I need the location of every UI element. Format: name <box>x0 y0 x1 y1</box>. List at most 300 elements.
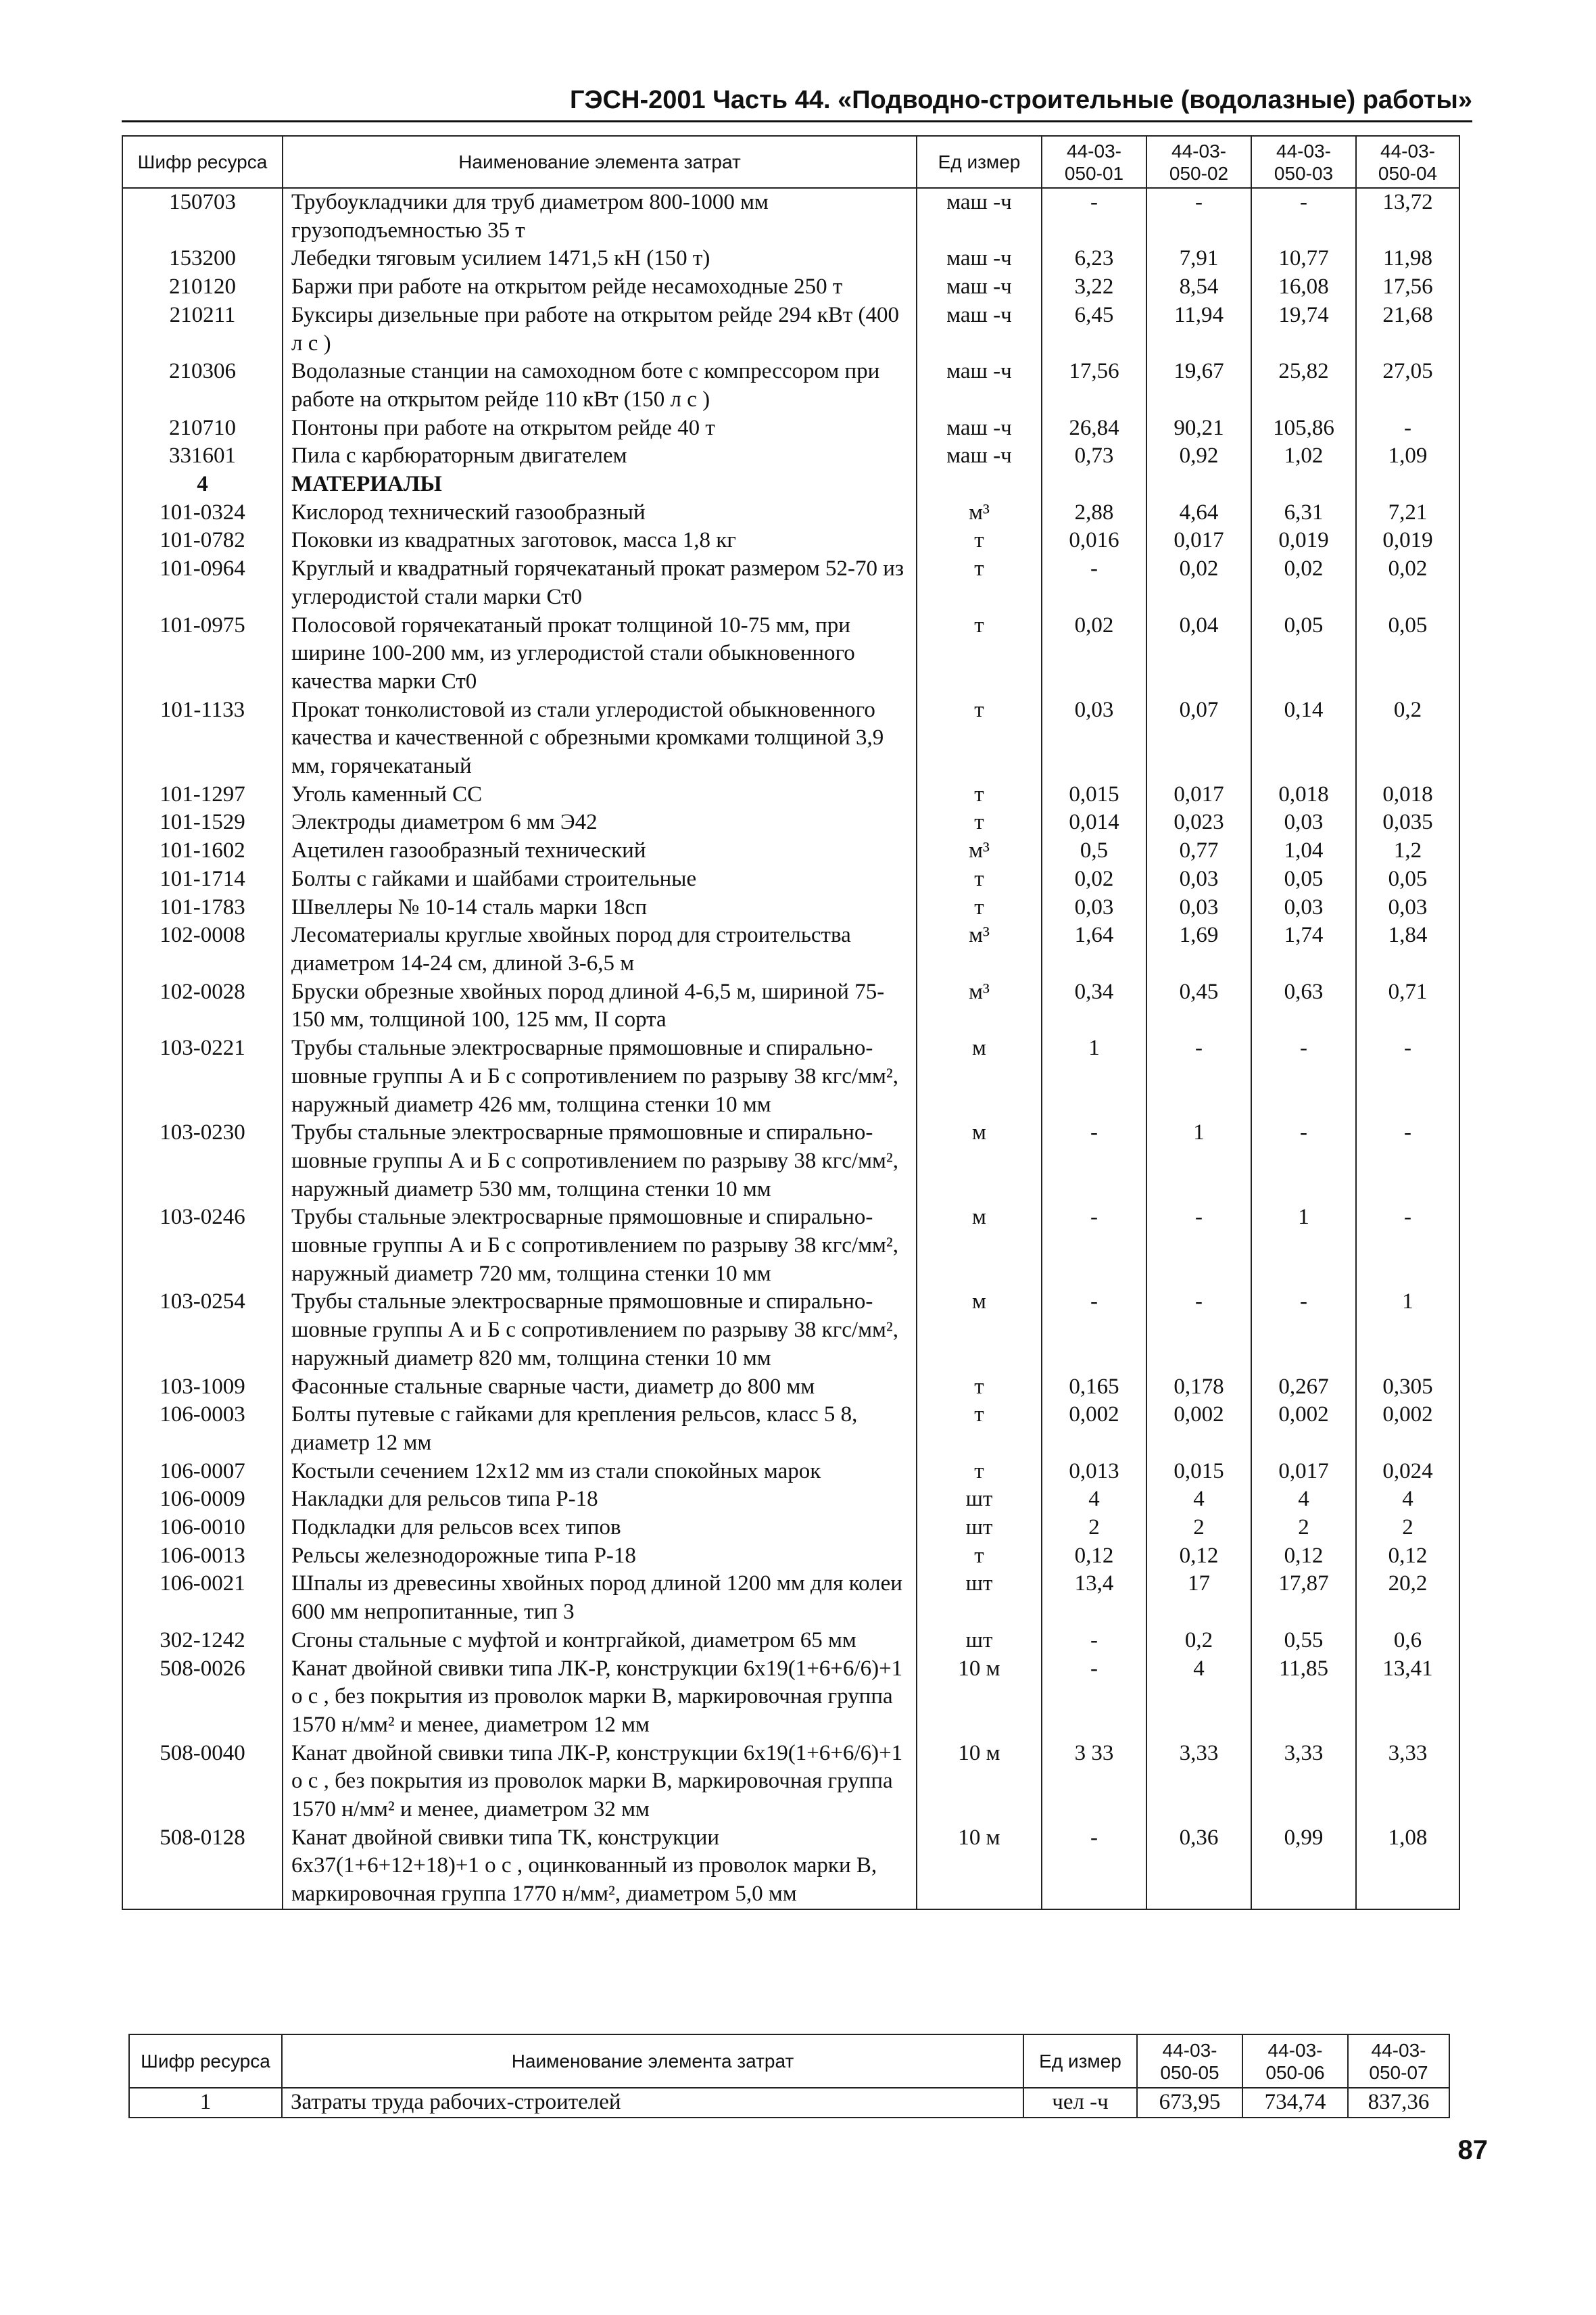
value-cell-v1: - <box>1042 1119 1146 1203</box>
unit-cell: м <box>917 1288 1042 1373</box>
value-cell-v1: 0,002 <box>1042 1401 1146 1457</box>
value-cell-v3: 0,05 <box>1251 612 1356 696</box>
unit-cell: м³ <box>917 499 1042 527</box>
value-cell-v4: 1,2 <box>1356 837 1459 865</box>
value-cell-v3: 0,002 <box>1251 1401 1356 1457</box>
value-cell-v3: 0,267 <box>1251 1373 1356 1402</box>
table-row <box>122 781 1459 809</box>
col-header-c4: 44-03-050-04 <box>1356 136 1459 188</box>
value-cell-v1: - <box>1042 1655 1146 1740</box>
value-cell-v4: 13,41 <box>1356 1655 1459 1740</box>
value-cell-v1: - <box>1042 555 1146 611</box>
unit-cell: м <box>917 1203 1042 1288</box>
col-header-unit: Ед измер <box>1023 2034 1137 2088</box>
table-row <box>122 1203 1459 1288</box>
value-cell-v3: - <box>1251 1034 1356 1119</box>
value-cell-v3: 11,85 <box>1251 1655 1356 1740</box>
value-cell-v3: 0,99 <box>1251 1824 1356 1909</box>
value-cell-v4: 0,002 <box>1356 1401 1459 1457</box>
value-cell-v3: 25,82 <box>1251 358 1356 414</box>
value-cell-v2: 0,04 <box>1146 612 1251 696</box>
resource-code-cell: 210710 <box>122 414 283 443</box>
resource-name-cell: Уголь каменный СС <box>283 781 917 809</box>
table-row <box>122 1034 1459 1119</box>
unit-cell: т <box>917 809 1042 837</box>
resource-name-cell: Рельсы железнодорожные типа Р-18 <box>283 1542 917 1571</box>
col-header-name: Наименование элемента затрат <box>283 136 917 188</box>
unit-cell: 10 м <box>917 1740 1042 1824</box>
value-cell-v4: 1,08 <box>1356 1824 1459 1909</box>
resource-code-cell: 103-0254 <box>122 1288 283 1373</box>
value-cell-v2: 0,12 <box>1146 1542 1251 1571</box>
value-cell-v2: 11,94 <box>1146 302 1251 358</box>
table-row <box>122 442 1459 471</box>
unit-cell: т <box>917 1542 1042 1571</box>
value-cell-v3: - <box>1251 1288 1356 1373</box>
resource-name-cell: Шпалы из древесины хвойных пород длиной 1200 мм для колеи 600 мм непропитанные, тип 3 <box>283 1570 917 1626</box>
value-cell-v2 <box>1146 471 1251 499</box>
unit-cell: т <box>917 1373 1042 1402</box>
resource-name-cell: Сгоны стальные с муфтой и контргайкой, диаметром 65 мм <box>283 1627 917 1655</box>
value-cell-v2: 0,017 <box>1146 781 1251 809</box>
table-row <box>122 555 1459 611</box>
resource-code-cell: 102-0028 <box>122 978 283 1034</box>
resource-code-cell: 103-0221 <box>122 1034 283 1119</box>
value-cell-v3: 19,74 <box>1251 302 1356 358</box>
unit-cell: маш -ч <box>917 245 1042 273</box>
table-row <box>122 1458 1459 1486</box>
value-cell-v3: 0,05 <box>1251 865 1356 894</box>
value-cell-v2: 1,69 <box>1146 922 1251 978</box>
value-cell-v4: 2 <box>1356 1514 1459 1542</box>
unit-cell: т <box>917 894 1042 922</box>
resource-code-cell: 153200 <box>122 245 283 273</box>
unit-cell: м <box>917 1119 1042 1203</box>
col-header-c2: 44-03-050-06 <box>1242 2034 1348 2088</box>
value-cell-v4: 1,84 <box>1356 922 1459 978</box>
value-cell-v2: 0,77 <box>1146 837 1251 865</box>
value-cell-v4: 0,05 <box>1356 612 1459 696</box>
resource-table-2 <box>128 2034 1450 2118</box>
value-cell-v4: - <box>1356 1203 1459 1288</box>
value-cell-v2: 0,45 <box>1146 978 1251 1034</box>
unit-cell: чел -ч <box>1023 2088 1137 2118</box>
resource-code-cell: 103-1009 <box>122 1373 283 1402</box>
table-body <box>122 188 1459 1909</box>
table-row <box>122 1288 1459 1373</box>
value-cell-v1: 1 <box>1042 1034 1146 1119</box>
resource-name-cell: Болты с гайками и шайбами строительные <box>283 865 917 894</box>
value-cell-v1: 0,12 <box>1042 1542 1146 1571</box>
table-row <box>122 865 1459 894</box>
table-row <box>122 302 1459 358</box>
table-row <box>122 499 1459 527</box>
resource-code-cell: 101-0975 <box>122 612 283 696</box>
value-cell-v4: 7,21 <box>1356 499 1459 527</box>
value-cell-v3: 0,018 <box>1251 781 1356 809</box>
table-row <box>122 1401 1459 1457</box>
resource-code-cell: 101-1133 <box>122 696 283 781</box>
table-row <box>122 1627 1459 1655</box>
resource-code-cell: 106-0013 <box>122 1542 283 1571</box>
value-cell-v1: - <box>1042 188 1146 245</box>
value-cell-v4: 13,72 <box>1356 188 1459 245</box>
resource-code-cell: 101-0964 <box>122 555 283 611</box>
unit-cell: м³ <box>917 837 1042 865</box>
table-row <box>122 1373 1459 1402</box>
resource-code-cell: 508-0040 <box>122 1740 283 1824</box>
value-cell-v2: 90,21 <box>1146 414 1251 443</box>
value-cell-v1: 0,016 <box>1042 527 1146 555</box>
value-cell-v4: 0,12 <box>1356 1542 1459 1571</box>
table-row <box>122 809 1459 837</box>
value-cell-v1: - <box>1042 1627 1146 1655</box>
table-body <box>129 2088 1449 2118</box>
unit-cell: т <box>917 1458 1042 1486</box>
resource-name-cell: Канат двойной свивки типа ТК, конструкции 6х37(1+6+12+18)+1 о с , оцинкованный из проволок марки В, маркировочная группа 1770 н/мм², диаметром 5,0 мм <box>283 1824 917 1909</box>
table-row <box>122 1655 1459 1740</box>
value-cell-v4: - <box>1356 1119 1459 1203</box>
value-cell-v4: 0,019 <box>1356 527 1459 555</box>
resource-name-cell: Лесоматериалы круглые хвойных пород для строительства диаметром 14-24 см, длиной 3-6,5 м <box>283 922 917 978</box>
resource-name-cell: Трубы стальные электросварные прямошовные и спирально-шовные группы А и Б с сопротивлением по разрыву 38 кгс/мм², наружный диаметр 530 мм, толщина стенки 10 мм <box>283 1119 917 1203</box>
table-row <box>122 273 1459 302</box>
value-cell-v2: 734,74 <box>1242 2088 1348 2118</box>
value-cell-v3: 0,14 <box>1251 696 1356 781</box>
resource-code-cell: 101-1297 <box>122 781 283 809</box>
table-row <box>122 1119 1459 1203</box>
value-cell-v2: 0,03 <box>1146 865 1251 894</box>
resource-name-cell: Затраты труда рабочих-строителей <box>282 2088 1023 2118</box>
value-cell-v3: 0,02 <box>1251 555 1356 611</box>
unit-cell: маш -ч <box>917 273 1042 302</box>
table-header-row <box>129 2034 1449 2088</box>
unit-cell: шт <box>917 1570 1042 1626</box>
table-row <box>122 1542 1459 1571</box>
resource-code-cell: 101-1783 <box>122 894 283 922</box>
table-row <box>122 837 1459 865</box>
value-cell-v3: 837,36 <box>1348 2088 1449 2118</box>
resource-code-cell: 508-0026 <box>122 1655 283 1740</box>
value-cell-v4: 0,2 <box>1356 696 1459 781</box>
unit-cell: м³ <box>917 922 1042 978</box>
value-cell-v3: - <box>1251 188 1356 245</box>
resource-name-cell: Ацетилен газообразный технический <box>283 837 917 865</box>
value-cell-v1: 0,013 <box>1042 1458 1146 1486</box>
resource-code-cell: 4 <box>122 471 283 499</box>
table-row <box>122 414 1459 443</box>
value-cell-v1: 673,95 <box>1137 2088 1242 2118</box>
value-cell-v1: 1,64 <box>1042 922 1146 978</box>
value-cell-v1: 0,02 <box>1042 865 1146 894</box>
resource-name-cell: Водолазные станции на самоходном боте с компрессором при работе на открытом рейде 110 кВт (150 л с ) <box>283 358 917 414</box>
resource-name-cell: Лебедки тяговым усилием 1471,5 кН (150 т) <box>283 245 917 273</box>
value-cell-v2: 8,54 <box>1146 273 1251 302</box>
resource-name-cell: Полосовой горячекатаный прокат толщиной 10-75 мм, при ширине 100-200 мм, из углеродистой стали обыкновенного качества марки Ст0 <box>283 612 917 696</box>
resource-code-cell: 210120 <box>122 273 283 302</box>
value-cell-v1: - <box>1042 1288 1146 1373</box>
value-cell-v4: 0,71 <box>1356 978 1459 1034</box>
table-row <box>122 1570 1459 1626</box>
value-cell-v3: - <box>1251 1119 1356 1203</box>
value-cell-v2: 7,91 <box>1146 245 1251 273</box>
value-cell-v2: 0,03 <box>1146 894 1251 922</box>
table-row <box>122 1740 1459 1824</box>
value-cell-v4: 1,09 <box>1356 442 1459 471</box>
resource-code-cell: 1 <box>129 2088 282 2118</box>
resource-name-cell: Трубы стальные электросварные прямошовные и спирально-шовные группы А и Б с сопротивлением по разрыву 38 кгс/мм², наружный диаметр 720 мм, толщина стенки 10 мм <box>283 1203 917 1288</box>
col-header-code: Шифр ресурса <box>129 2034 282 2088</box>
value-cell-v3: 1,02 <box>1251 442 1356 471</box>
value-cell-v4: 4 <box>1356 1485 1459 1514</box>
value-cell-v1: 0,5 <box>1042 837 1146 865</box>
table-row <box>122 358 1459 414</box>
unit-cell: т <box>917 696 1042 781</box>
value-cell-v1: 0,03 <box>1042 894 1146 922</box>
resource-name-cell: Фасонные стальные сварные части, диаметр до 800 мм <box>283 1373 917 1402</box>
table-row <box>122 696 1459 781</box>
value-cell-v3: 4 <box>1251 1485 1356 1514</box>
resource-name-cell: МАТЕРИАЛЫ <box>283 471 917 499</box>
resource-table-1 <box>122 135 1460 1910</box>
value-cell-v1: 17,56 <box>1042 358 1146 414</box>
resource-name-cell: Буксиры дизельные при работе на открытом рейде 294 кВт (400 л с ) <box>283 302 917 358</box>
table-row <box>129 2088 1449 2118</box>
table-header-row <box>122 136 1459 188</box>
value-cell-v3: 1 <box>1251 1203 1356 1288</box>
value-cell-v4: 0,024 <box>1356 1458 1459 1486</box>
resource-code-cell: 101-1602 <box>122 837 283 865</box>
resource-code-cell: 103-0230 <box>122 1119 283 1203</box>
value-cell-v1: 3 33 <box>1042 1740 1146 1824</box>
value-cell-v4: 0,305 <box>1356 1373 1459 1402</box>
resource-code-cell: 508-0128 <box>122 1824 283 1909</box>
value-cell-v1: 0,014 <box>1042 809 1146 837</box>
value-cell-v3: 0,03 <box>1251 894 1356 922</box>
resource-name-cell: Трубоукладчики для труб диаметром 800-1000 мм грузоподъемностью 35 т <box>283 188 917 245</box>
value-cell-v3: 0,12 <box>1251 1542 1356 1571</box>
unit-cell: м³ <box>917 978 1042 1034</box>
value-cell-v1: 3,22 <box>1042 273 1146 302</box>
value-cell-v4: 20,2 <box>1356 1570 1459 1626</box>
value-cell-v4: - <box>1356 414 1459 443</box>
resource-name-cell: Накладки для рельсов типа Р-18 <box>283 1485 917 1514</box>
value-cell-v4: - <box>1356 1034 1459 1119</box>
resource-code-cell: 102-0008 <box>122 922 283 978</box>
value-cell-v2: 19,67 <box>1146 358 1251 414</box>
col-header-name: Наименование элемента затрат <box>282 2034 1023 2088</box>
value-cell-v1: 0,02 <box>1042 612 1146 696</box>
value-cell-v2: 17 <box>1146 1570 1251 1626</box>
col-header-c3: 44-03-050-03 <box>1251 136 1356 188</box>
resource-code-cell: 101-1714 <box>122 865 283 894</box>
resource-name-cell: Кислород технический газообразный <box>283 499 917 527</box>
value-cell-v4: 27,05 <box>1356 358 1459 414</box>
resource-code-cell: 101-0782 <box>122 527 283 555</box>
value-cell-v3: 0,55 <box>1251 1627 1356 1655</box>
page-number: 87 <box>1457 2135 1488 2165</box>
value-cell-v1: 0,73 <box>1042 442 1146 471</box>
value-cell-v1: 26,84 <box>1042 414 1146 443</box>
value-cell-v1: 2 <box>1042 1514 1146 1542</box>
value-cell-v4: 0,05 <box>1356 865 1459 894</box>
resource-name-cell: Круглый и квадратный горячекатаный прокат размером 52-70 из углеродистой стали марки Ст0 <box>283 555 917 611</box>
value-cell-v3: 6,31 <box>1251 499 1356 527</box>
value-cell-v1: 2,88 <box>1042 499 1146 527</box>
value-cell-v3: 0,63 <box>1251 978 1356 1034</box>
value-cell-v2: 4 <box>1146 1655 1251 1740</box>
col-header-code: Шифр ресурса <box>122 136 283 188</box>
value-cell-v3: 2 <box>1251 1514 1356 1542</box>
table-row <box>122 894 1459 922</box>
value-cell-v2: 3,33 <box>1146 1740 1251 1824</box>
value-cell-v1: - <box>1042 1824 1146 1909</box>
value-cell-v2: 2 <box>1146 1514 1251 1542</box>
value-cell-v2: 0,2 <box>1146 1627 1251 1655</box>
resource-code-cell: 331601 <box>122 442 283 471</box>
value-cell-v1: 0,03 <box>1042 696 1146 781</box>
value-cell-v3: 0,03 <box>1251 809 1356 837</box>
value-cell-v2: - <box>1146 188 1251 245</box>
resource-code-cell: 210306 <box>122 358 283 414</box>
table-row <box>122 1824 1459 1909</box>
resource-code-cell: 302-1242 <box>122 1627 283 1655</box>
table-row <box>122 188 1459 245</box>
unit-cell <box>917 471 1042 499</box>
table-row <box>122 612 1459 696</box>
resource-code-cell: 210211 <box>122 302 283 358</box>
value-cell-v2: 0,178 <box>1146 1373 1251 1402</box>
resource-code-cell: 150703 <box>122 188 283 245</box>
resource-name-cell: Понтоны при работе на открытом рейде 40 т <box>283 414 917 443</box>
value-cell-v4: 17,56 <box>1356 273 1459 302</box>
unit-cell: т <box>917 555 1042 611</box>
value-cell-v1: 6,45 <box>1042 302 1146 358</box>
value-cell-v3: 1,04 <box>1251 837 1356 865</box>
value-cell-v2: 0,07 <box>1146 696 1251 781</box>
resource-name-cell: Болты путевые с гайками для крепления рельсов, класс 5 8, диаметр 12 мм <box>283 1401 917 1457</box>
resource-name-cell: Трубы стальные электросварные прямошовные и спирально-шовные группы А и Б с сопротивлением по разрыву 38 кгс/мм², наружный диаметр 820 мм, толщина стенки 10 мм <box>283 1288 917 1373</box>
unit-cell: т <box>917 527 1042 555</box>
resource-name-cell: Пила с карбюраторным двигателем <box>283 442 917 471</box>
value-cell-v2: 1 <box>1146 1119 1251 1203</box>
value-cell-v1: 0,015 <box>1042 781 1146 809</box>
col-header-c1: 44-03-050-01 <box>1042 136 1146 188</box>
unit-cell: маш -ч <box>917 414 1042 443</box>
value-cell-v3: 105,86 <box>1251 414 1356 443</box>
value-cell-v2: 0,002 <box>1146 1401 1251 1457</box>
col-header-c1: 44-03-050-05 <box>1137 2034 1242 2088</box>
value-cell-v4: 0,6 <box>1356 1627 1459 1655</box>
table-row <box>122 1514 1459 1542</box>
value-cell-v1: 0,34 <box>1042 978 1146 1034</box>
unit-cell: 10 м <box>917 1655 1042 1740</box>
unit-cell: маш -ч <box>917 188 1042 245</box>
value-cell-v1: 6,23 <box>1042 245 1146 273</box>
value-cell-v4: 1 <box>1356 1288 1459 1373</box>
resource-code-cell: 106-0007 <box>122 1458 283 1486</box>
value-cell-v1 <box>1042 471 1146 499</box>
col-header-c3: 44-03-050-07 <box>1348 2034 1449 2088</box>
resource-name-cell: Баржи при работе на открытом рейде несамоходные 250 т <box>283 273 917 302</box>
resource-code-cell: 106-0009 <box>122 1485 283 1514</box>
unit-cell: т <box>917 612 1042 696</box>
resource-code-cell: 106-0003 <box>122 1401 283 1457</box>
value-cell-v4: 0,03 <box>1356 894 1459 922</box>
resource-name-cell: Канат двойной свивки типа ЛК-Р, конструкции 6х19(1+6+6/6)+1 о с , без покрытия из проволок марки В, маркировочная группа 1570 н/мм² и менее, диаметром 12 мм <box>283 1655 917 1740</box>
value-cell-v3 <box>1251 471 1356 499</box>
value-cell-v4: 0,035 <box>1356 809 1459 837</box>
value-cell-v2: - <box>1146 1034 1251 1119</box>
resource-name-cell: Канат двойной свивки типа ЛК-Р, конструкции 6х19(1+6+6/6)+1 о с , без покрытия из проволок марки В, маркировочная группа 1570 н/мм² и менее, диаметром 32 мм <box>283 1740 917 1824</box>
unit-cell: шт <box>917 1514 1042 1542</box>
value-cell-v4: 0,02 <box>1356 555 1459 611</box>
value-cell-v1: 0,165 <box>1042 1373 1146 1402</box>
table-row <box>122 978 1459 1034</box>
value-cell-v3: 0,019 <box>1251 527 1356 555</box>
unit-cell: м <box>917 1034 1042 1119</box>
unit-cell: шт <box>917 1627 1042 1655</box>
value-cell-v3: 16,08 <box>1251 273 1356 302</box>
unit-cell: маш -ч <box>917 442 1042 471</box>
unit-cell: шт <box>917 1485 1042 1514</box>
table-row <box>122 1485 1459 1514</box>
unit-cell: 10 м <box>917 1824 1042 1909</box>
col-header-unit: Ед измер <box>917 136 1042 188</box>
value-cell-v3: 3,33 <box>1251 1740 1356 1824</box>
value-cell-v2: 4 <box>1146 1485 1251 1514</box>
unit-cell: т <box>917 1401 1042 1457</box>
value-cell-v4: 0,018 <box>1356 781 1459 809</box>
unit-cell: маш -ч <box>917 358 1042 414</box>
resource-name-cell: Прокат тонколистовой из стали углеродистой обыкновенного качества и качественной с обрезными кромками толщиной 3,9 мм, горячекатаный <box>283 696 917 781</box>
table-row <box>122 922 1459 978</box>
resource-code-cell: 101-1529 <box>122 809 283 837</box>
value-cell-v2: 0,92 <box>1146 442 1251 471</box>
resource-name-cell: Бруски обрезные хвойных пород длиной 4-6,5 м, шириной 75-150 мм, толщиной 100, 125 мм, II сорта <box>283 978 917 1034</box>
value-cell-v1: 4 <box>1042 1485 1146 1514</box>
resource-name-cell: Подкладки для рельсов всех типов <box>283 1514 917 1542</box>
resource-name-cell: Швеллеры № 10-14 сталь марки 18сп <box>283 894 917 922</box>
table-row <box>122 527 1459 555</box>
resource-name-cell: Электроды диаметром 6 мм Э42 <box>283 809 917 837</box>
resource-code-cell: 106-0010 <box>122 1514 283 1542</box>
value-cell-v2: 0,017 <box>1146 527 1251 555</box>
value-cell-v2: - <box>1146 1288 1251 1373</box>
unit-cell: маш -ч <box>917 302 1042 358</box>
value-cell-v2: - <box>1146 1203 1251 1288</box>
col-header-c2: 44-03-050-02 <box>1146 136 1251 188</box>
value-cell-v2: 0,02 <box>1146 555 1251 611</box>
value-cell-v2: 0,023 <box>1146 809 1251 837</box>
resource-name-cell: Трубы стальные электросварные прямошовные и спирально-шовные группы А и Б с сопротивлением по разрыву 38 кгс/мм², наружный диаметр 426 мм, толщина стенки 10 мм <box>283 1034 917 1119</box>
value-cell-v4: 21,68 <box>1356 302 1459 358</box>
unit-cell: т <box>917 781 1042 809</box>
unit-cell: т <box>917 865 1042 894</box>
value-cell-v3: 10,77 <box>1251 245 1356 273</box>
page-header: ГЭСН-2001 Часть 44. «Подводно-строительные (водолазные) работы» <box>122 80 1472 122</box>
value-cell-v3: 0,017 <box>1251 1458 1356 1486</box>
value-cell-v2: 0,015 <box>1146 1458 1251 1486</box>
resource-code-cell: 101-0324 <box>122 499 283 527</box>
resource-code-cell: 103-0246 <box>122 1203 283 1288</box>
resource-name-cell: Поковки из квадратных заготовок, масса 1,8 кг <box>283 527 917 555</box>
value-cell-v4: 3,33 <box>1356 1740 1459 1824</box>
value-cell-v4 <box>1356 471 1459 499</box>
value-cell-v2: 0,36 <box>1146 1824 1251 1909</box>
value-cell-v1: - <box>1042 1203 1146 1288</box>
value-cell-v4: 11,98 <box>1356 245 1459 273</box>
